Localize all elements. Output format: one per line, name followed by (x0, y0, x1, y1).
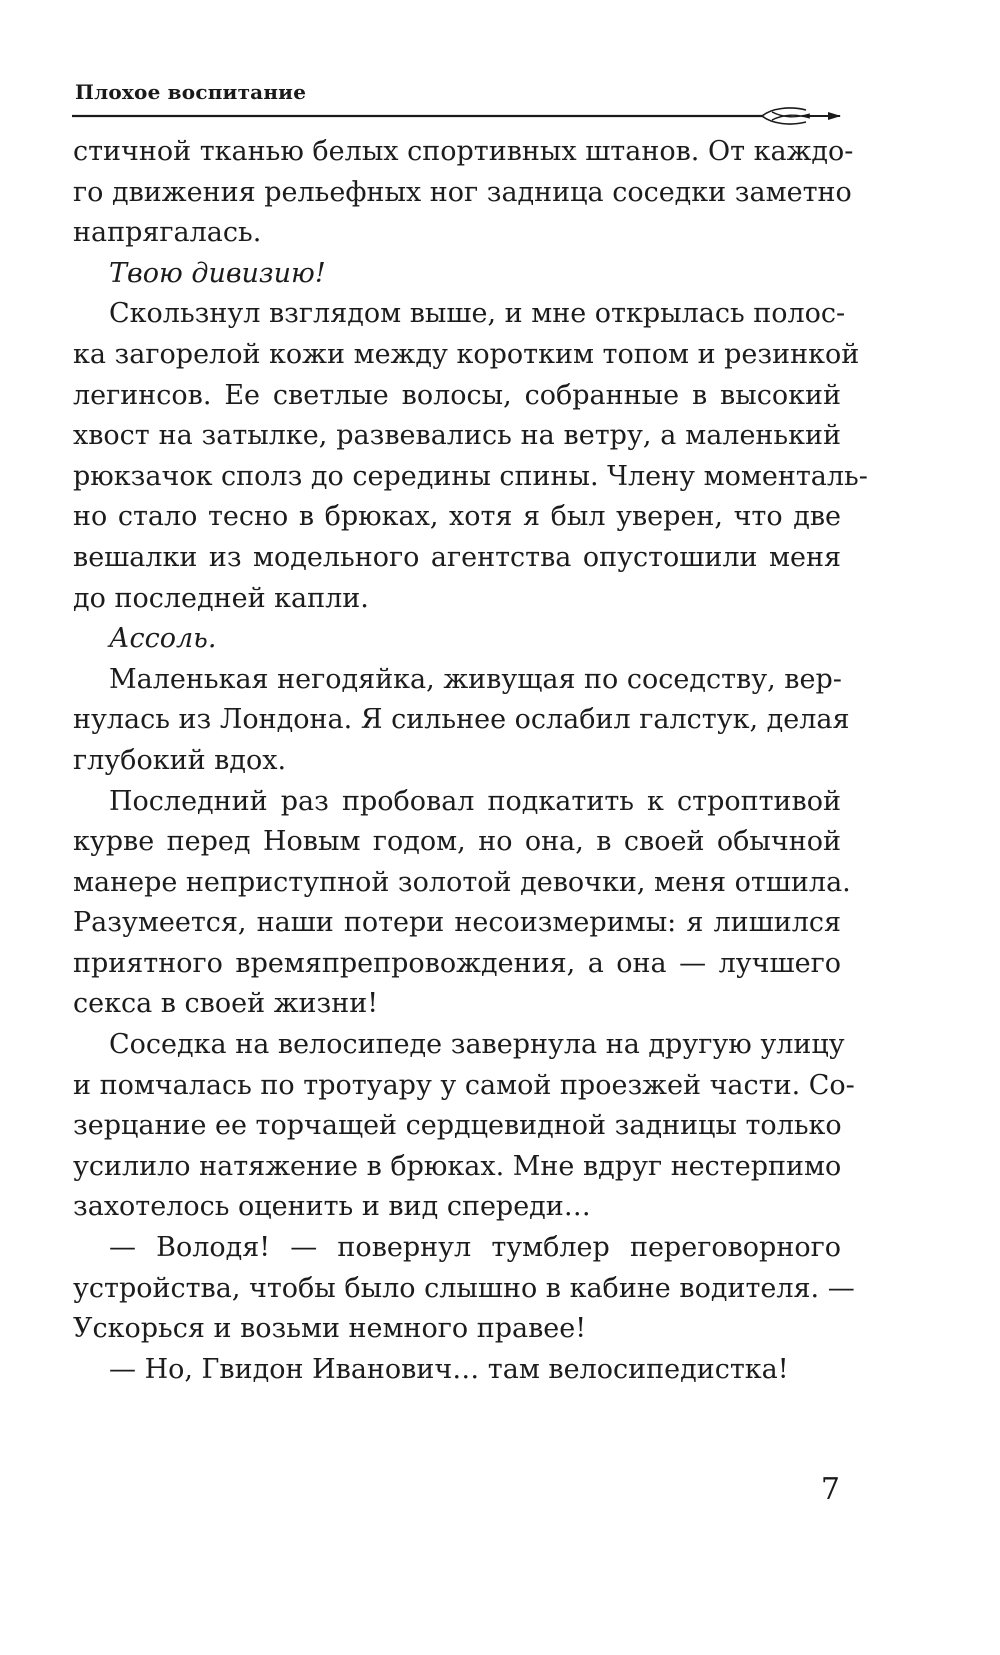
text-line: напрягалась. (73, 217, 262, 249)
text-line: захотелось оценить и вид спереди… (73, 1191, 591, 1223)
text-line: вешалки из модельного агентства опустошили меня (73, 541, 841, 573)
text-line: рюкзачок сполз до середины спины. Члену моменталь- (73, 460, 868, 492)
text-line: — Володя! — повернул тумблер переговорного (109, 1232, 841, 1264)
text-line: Последний раз пробовал подкатить к строптивой (109, 785, 841, 817)
text-line: секса в своей жизни! (73, 988, 379, 1020)
text-line: Разумеется, наши потери несоизмеримы: я лишился (73, 907, 841, 939)
running-title: Плохое воспитание (75, 80, 307, 104)
text-line: хвост на затылке, развевались на ветру, а маленький (73, 420, 841, 452)
text-line: го движения рельефных ног задница соседки заметно (73, 176, 852, 208)
text-line: манере неприступной золотой девочки, меня отшила. (73, 866, 851, 898)
body-text (73, 132, 868, 1390)
text-line: и помчалась по тротуару у самой проезжей части. Со- (73, 1069, 855, 1101)
text-line: курве перед Новым годом, но она, в своей обычной (73, 826, 841, 858)
text-line: Маленькая негодяйка, живущая по соседству, вер- (109, 663, 842, 695)
page-number: 7 (820, 1472, 840, 1507)
text-line: усилило натяжение в брюках. Мне вдруг нестерпимо (73, 1150, 842, 1182)
text-line: нулась из Лондона. Я сильнее ослабил галстук, делая (73, 704, 850, 736)
text-line: но стало тесно в брюках, хотя я был уверен, что две (73, 501, 841, 533)
text-line: ка загорелой кожи между коротким топом и резинкой (73, 338, 860, 370)
text-line: глубокий вдох. (73, 744, 287, 776)
text-line: Ускорься и возьми немного правее! (73, 1313, 587, 1345)
text-line: приятного времяпрепровождения, а она — лучшего (73, 947, 841, 979)
text-line: до последней капли. (73, 582, 369, 614)
text-line: Соседка на велосипеде завернула на другую улицу (109, 1029, 845, 1061)
text-line: зерцание ее торчащей сердцевидной задницы только (73, 1110, 842, 1142)
text-line: устройства, чтобы было слышно в кабине водителя. — (73, 1272, 855, 1304)
text-line: Твою дивизию! (109, 257, 326, 289)
text-line: — Но, Гвидон Иванович… там велосипедистка! (109, 1353, 789, 1385)
header-rule-ornament (72, 106, 842, 126)
text-line: Скользнул взглядом выше, и мне открылась полос- (109, 298, 846, 330)
text-line: Ассоль. (109, 623, 217, 655)
text-line: стичной тканью белых спортивных штанов. От каждо- (73, 136, 854, 167)
text-line: легинсов. Ее светлые волосы, собранные в высокий (73, 379, 841, 411)
